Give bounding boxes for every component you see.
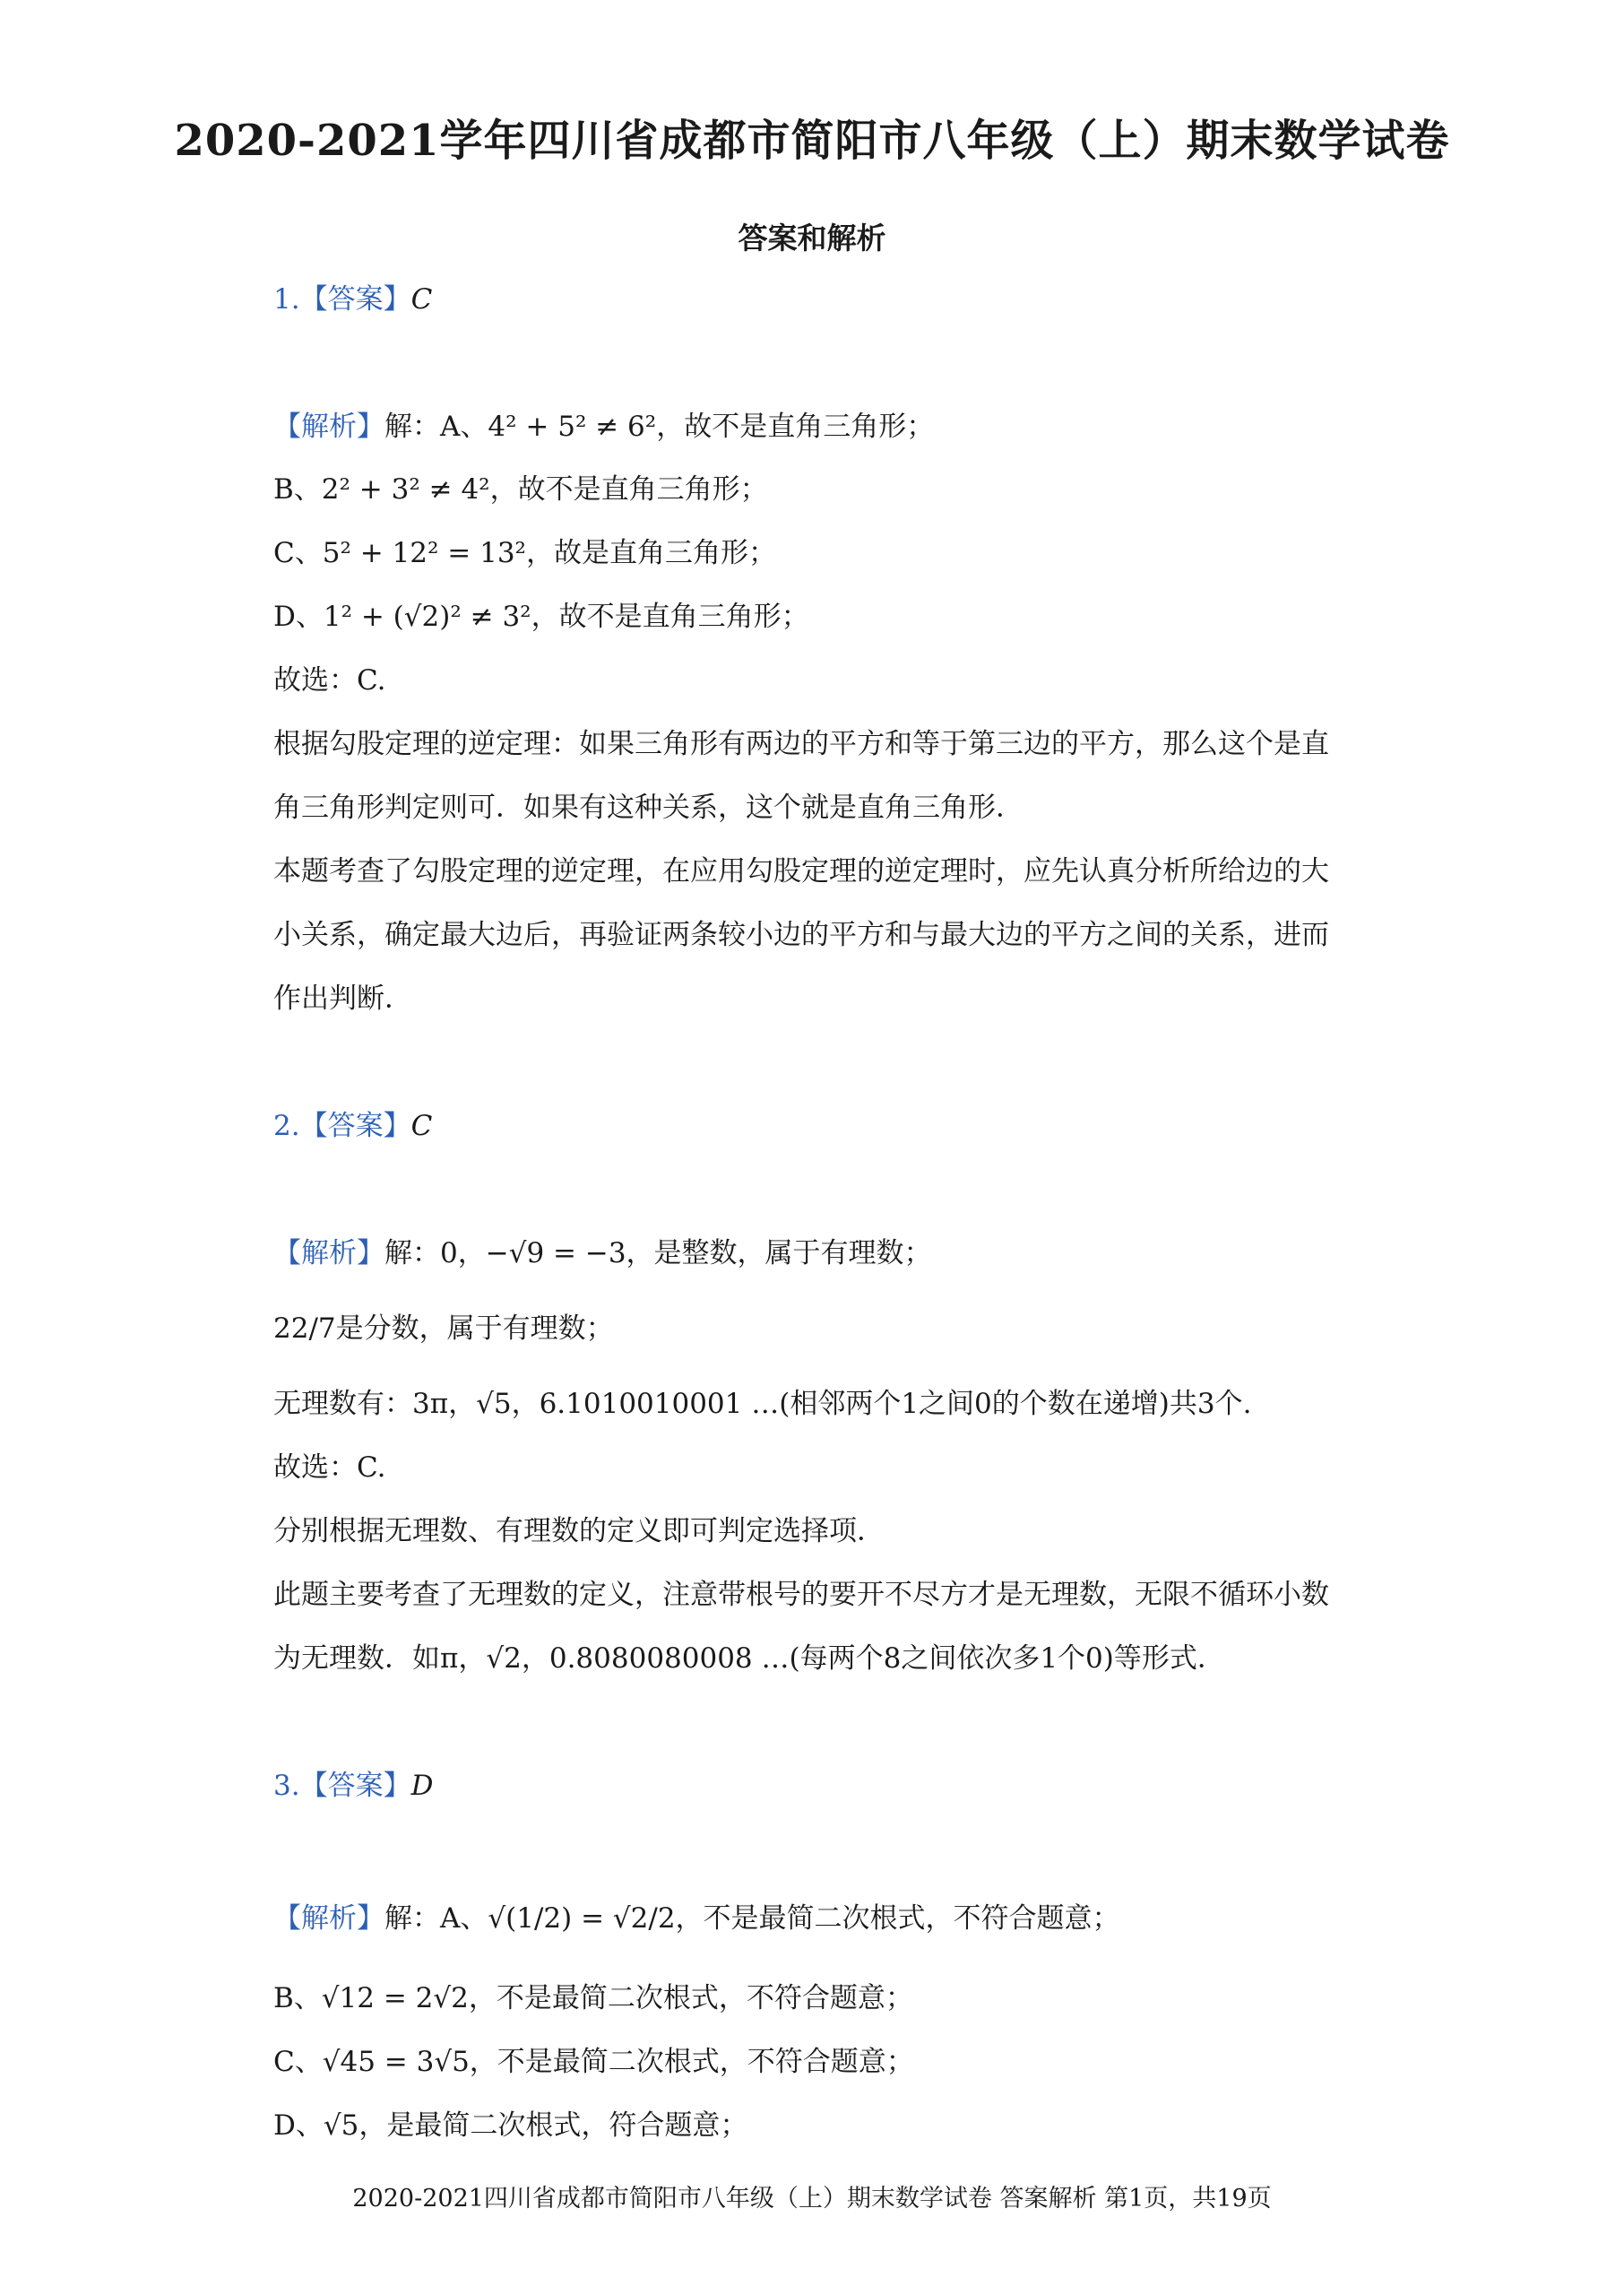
q2-number: 2. — [273, 1110, 300, 1142]
q3-line-b: B、√12 = 2√2，不是最简二次根式，不符合题意； — [273, 1982, 913, 2014]
q2-explain-1: 分别根据无理数、有理数的定义即可判定选择项． — [273, 1515, 885, 1547]
q2-line-0: 解：0，−√9 = −3，是整数，属于有理数； — [384, 1237, 932, 1269]
q2-analysis-tag: 【解析】 — [273, 1237, 384, 1269]
q1-line-d: D、1² + (√2)² ≠ 3²，故不是直角三角形； — [273, 601, 809, 633]
q2-choose: 故选：C. — [273, 1451, 386, 1484]
q2-line-fraction: 22/7是分数，属于有理数； — [273, 1312, 614, 1345]
q1-number: 1. — [273, 283, 300, 316]
q1-explain-2: 角三角形判定则可．如果有这种关系，这个就是直角三角形． — [273, 792, 1024, 824]
q2-answer-tag: 【答案】 — [299, 1110, 411, 1142]
q2-explain-2: 此题主要考查了无理数的定义，注意带根号的要开不尽方才是无理数，无限不循环小数 — [273, 1579, 1329, 1611]
page-subtitle: 答案和解析 — [738, 221, 886, 255]
q1-answer-line — [273, 280, 432, 319]
q3-line-0: 解：A、√(1/2) = √2/2，不是最简二次根式，不符合题意； — [384, 1902, 1120, 1935]
page-footer: 2020-2021四川省成都市简阳市八年级（上）期末数学试卷 答案解析 第1页，共19页 — [352, 2185, 1272, 2213]
q1-explain-1: 根据勾股定理的逆定理：如果三角形有两边的平方和等于第三边的平方，那么这个是直 — [273, 728, 1329, 760]
q1-explain-3: 本题考查了勾股定理的逆定理，在应用勾股定理的逆定理时，应先认真分析所给边的大 — [273, 855, 1329, 888]
q2-explain-3: 为无理数．如π，√2，0.8080080008 …(每两个8之间依次多1个0)等形式． — [273, 1642, 1225, 1675]
q3-line-c: C、√45 = 3√5，不是最简二次根式，不符合题意； — [273, 2046, 914, 2078]
page-title: 2020-2021学年四川省成都市简阳市八年级（上）期末数学试卷 — [174, 116, 1450, 166]
q2-answer-line — [273, 1106, 432, 1146]
q1-analysis-tag: 【解析】 — [273, 411, 384, 443]
q1-line-b: B、2² + 3² ≠ 4²，故不是直角三角形； — [273, 473, 768, 506]
q1-answer-tag: 【答案】 — [299, 283, 411, 316]
q1-choose: 故选：C. — [273, 664, 386, 697]
q1-explain-4: 小关系，确定最大边后，再验证两条较小边的平方和与最大边的平方之间的关系，进而 — [273, 919, 1329, 951]
q2-line-irrational: 无理数有：3π，√5，6.1010010001 …(相邻两个1之间0的个数在递增)共3个. — [273, 1388, 1252, 1420]
q1-explain-5: 作出判断． — [273, 983, 412, 1015]
q3-analysis-tag: 【解析】 — [273, 1902, 384, 1935]
q2-analysis-line-1 — [273, 1234, 932, 1273]
q3-answer-line — [273, 1766, 433, 1806]
q3-answer-tag: 【答案】 — [299, 1770, 411, 1802]
q1-answer: C — [410, 283, 433, 316]
q1-analysis-line-1 — [273, 407, 934, 446]
q3-line-d: D、√5，是最简二次根式，符合题意； — [273, 2109, 748, 2142]
q1-line-0: 解：A、4² + 5² ≠ 6²，故不是直角三角形； — [384, 411, 935, 443]
q3-analysis-line-1 — [273, 1899, 1120, 1938]
q3-number: 3. — [273, 1770, 300, 1802]
q1-line-c: C、5² + 12² = 13²，故是直角三角形； — [273, 537, 776, 569]
q3-answer: D — [410, 1770, 434, 1802]
q2-answer: C — [410, 1110, 433, 1142]
